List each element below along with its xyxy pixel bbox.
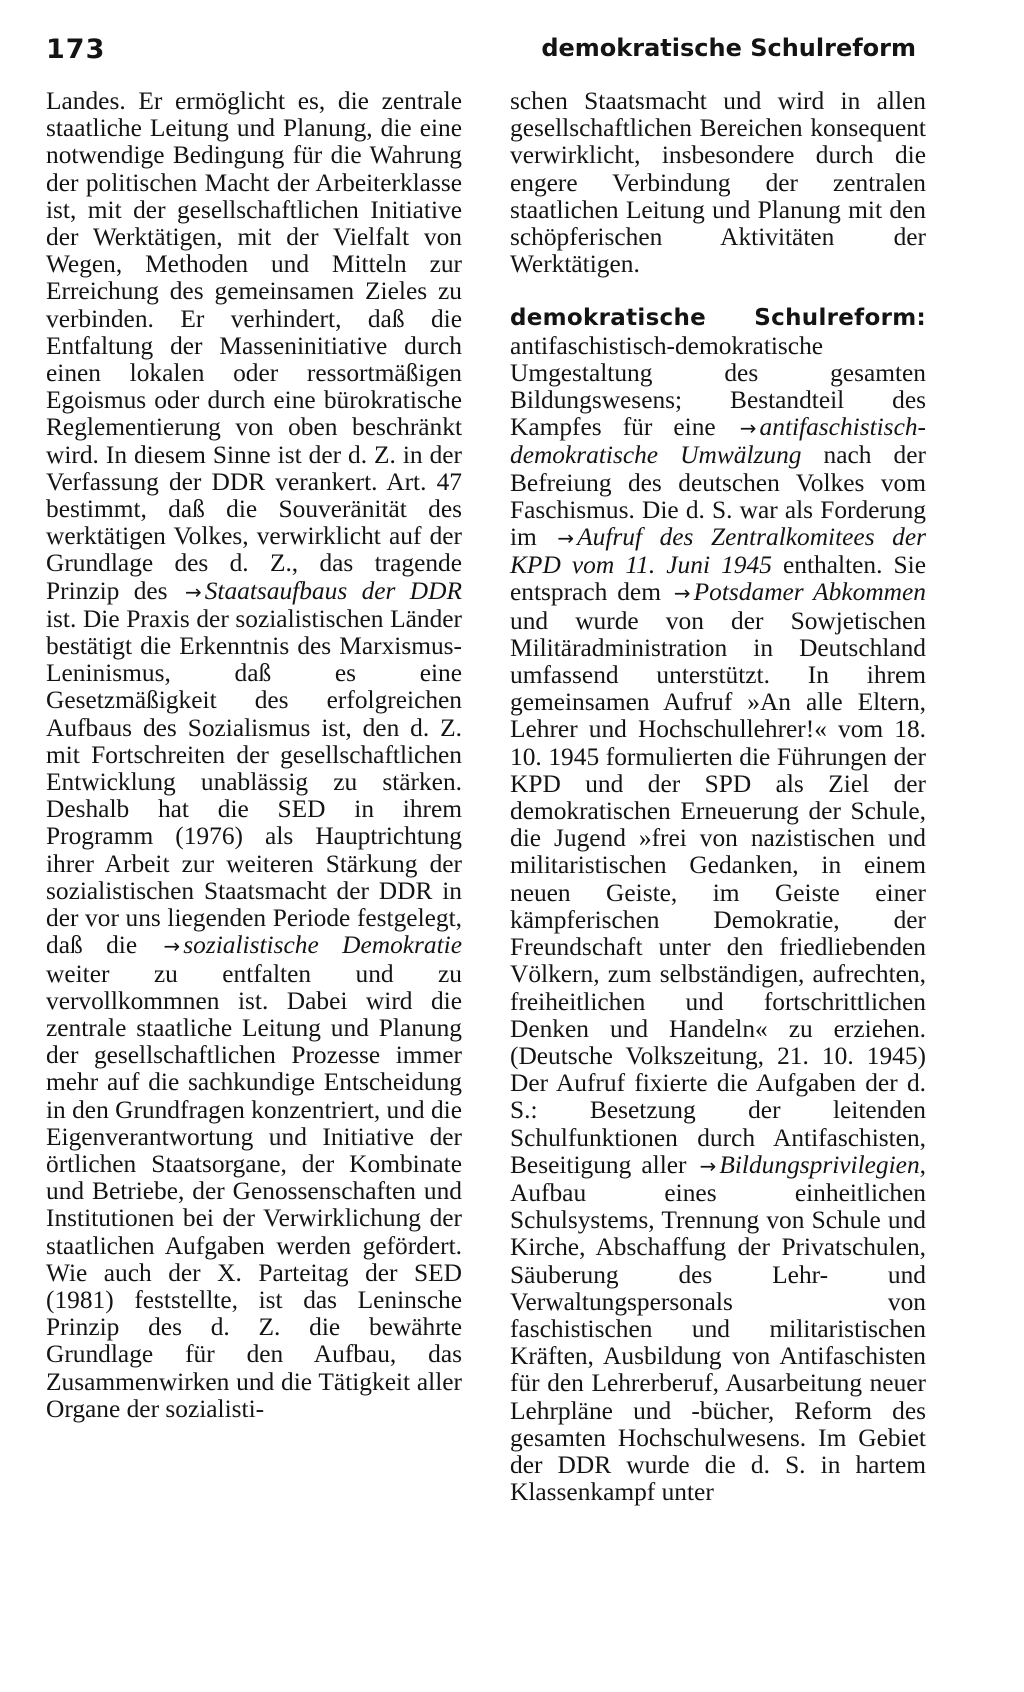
cross-reference-arrow-icon: →	[163, 934, 181, 959]
xref-aufruf-zentralkomitee-kpd[interactable]: Aufruf des Zentralkomitees der KPD vom 11. Juni 1945	[510, 523, 926, 580]
left-text-1: Landes. Er ermöglicht es, die zentrale staatliche Leitung und Planung, die eine notwendige Bedingung für die Wahrung der politischen Macht der Arbeiterklasse ist, mit der gesellschaftlichen Initiative der Werktätigen, mit der Vielfalt von Wegen, Methoden und Mitteln zur Erreichung des gemeinsamen Zieles zu verbinden. Er verhindert, daß die Entfaltung der Masseninitiative durch einen lokalen oder ressortmäßigen Egoismus oder durch eine bürokratische Reglementierung von oben beschränkt wird. In diesem Sinne ist der d. Z. in der Verfassung der DDR verankert. Art. 47 bestimmt, daß die Souveränität des werktätigen Volkes, verwirklicht auf der Grundlage des d. Z., das tragende Prinzip des	[46, 87, 462, 605]
entry-text-2: nach der Befreiung des deutschen Volkes vom Faschismus. Die d. S. war als Forderung im	[510, 441, 926, 552]
left-paragraph	[46, 88, 462, 1423]
page-header	[46, 34, 916, 74]
right-column	[510, 88, 926, 1506]
xref-sozialistische-demokratie[interactable]: sozialistische Demokratie	[183, 931, 462, 960]
cross-reference-arrow-icon: →	[184, 579, 202, 604]
page-number: 173	[46, 34, 106, 65]
entry-text-3: enthalten. Sie entsprach dem	[510, 551, 926, 607]
cross-reference-arrow-icon: →	[557, 526, 575, 551]
right-text-1: schen Staatsmacht und wird in allen gesellschaftlichen Bereichen konsequent verwirklicht, insbesondere durch die engere Verbindung der zentralen staatlichen Leitung und Planung mit den schöpferischen Aktivitäten der Werktätigen.	[510, 87, 926, 279]
entry-heading: demokratische Schulreform:	[510, 305, 926, 332]
left-column	[46, 88, 462, 1423]
right-paragraph-continuation	[510, 88, 926, 278]
entry-text-1: antifaschistisch-demokratische Umgestaltung des gesamten Bildungswesens; Bestandteil des Kampfes für eine	[510, 331, 926, 442]
running-head: demokratische Schulreform	[541, 34, 916, 62]
entry-demokratische-schulreform	[510, 304, 926, 1506]
cross-reference-arrow-icon: →	[699, 1153, 717, 1178]
left-text-2: ist. Die Praxis der sozialistischen Länder bestätigt die Erkenntnis des Marxismus-Leninismus, daß es eine Gesetzmäßigkeit des erfolgreichen Aufbaus des Sozialismus ist, den d. Z. mit Fortschreiten der gesellschaftlichen Entwicklung unablässig zu stärken. Deshalb hat die SED in ihrem Programm (1976) als Hauptrichtung ihrer Arbeit zur weiteren Stärkung der sozialistischen Staatsmacht der DDR in der vor uns liegenden Periode festgelegt, daß die	[46, 604, 462, 960]
entry-text-4: und wurde von der Sowjetischen Militäradministration in Deutschland umfassend unterstützt. In ihrem gemeinsamen Aufruf »An alle Eltern, Lehrer und Hochschullehrer!« vom 18. 10. 1945 formulierten die Führungen der KPD und der SPD als Ziel der demokratischen Erneuerung der Schule, die Jugend »frei von nazistischen und militaristischen Gedanken, in einem neuen Geiste, im Geiste einer kämpferischen Demokratie, der Freundschaft unter den friedliebenden Völkern, zum selbständigen, aufrechten, freiheitlichen und fortschrittlichen Denken und Handeln« zu erziehen. (Deutsche Volkszeitung, 21. 10. 1945) Der Aufruf fixierte die Aufgaben der d. S.: Besetzung der leitenden Schulfunktionen durch Antifaschisten, Beseitigung aller	[510, 606, 926, 1179]
xref-potsdamer-abkommen[interactable]: Potsdamer Abkommen	[693, 578, 926, 607]
cross-reference-arrow-icon: →	[673, 581, 691, 606]
cross-reference-arrow-icon: →	[739, 416, 757, 441]
xref-antifaschistisch-demokratische-umwaelzung[interactable]: antifaschistisch-demokratische Umwälzung	[510, 413, 926, 470]
entry-text-5: , Aufbau eines einheitlichen Schulsystems, Trennung von Schule und Kirche, Abschaffung der Privatschulen, Säuberung des Lehr- und Verwaltungspersonals von faschistischen und militaristischen Kräften, Ausbildung von Antifaschisten für den Lehrerberuf, Ausarbeitung neuer Lehrpläne und -bücher, Reform des gesamten Hochschulwesens. Im Gebiet der DDR wurde die d. S. in hartem Klassenkampf unter	[510, 1150, 926, 1507]
xref-staatsaufbaus[interactable]: Staatsaufbaus der DDR	[204, 576, 462, 605]
left-text-3: weiter zu entfalten und zu vervollkommnen ist. Dabei wird die zentrale staatliche Leitung und Planung der gesellschaftlichen Prozesse immer mehr auf die sachkundige Entscheidung in den Grundfragen konzentriert, und die Eigenverantwortung und Initiative der örtlichen Staatsorgane, der Kombinate und Betriebe, der Genossenschaften und Institutionen bei der Verwirklichung der staatlichen Aufgaben werden gefördert. Wie auch der X. Parteitag der SED (1981) feststellte, ist das Leninsche Prinzip des d. Z. die bewährte Grundlage für den Aufbau, das Zusammenwirken und die Tätigkeit aller Organe der sozialisti-	[46, 959, 462, 1423]
xref-bildungsprivilegien[interactable]: Bildungsprivilegien	[719, 1150, 920, 1179]
